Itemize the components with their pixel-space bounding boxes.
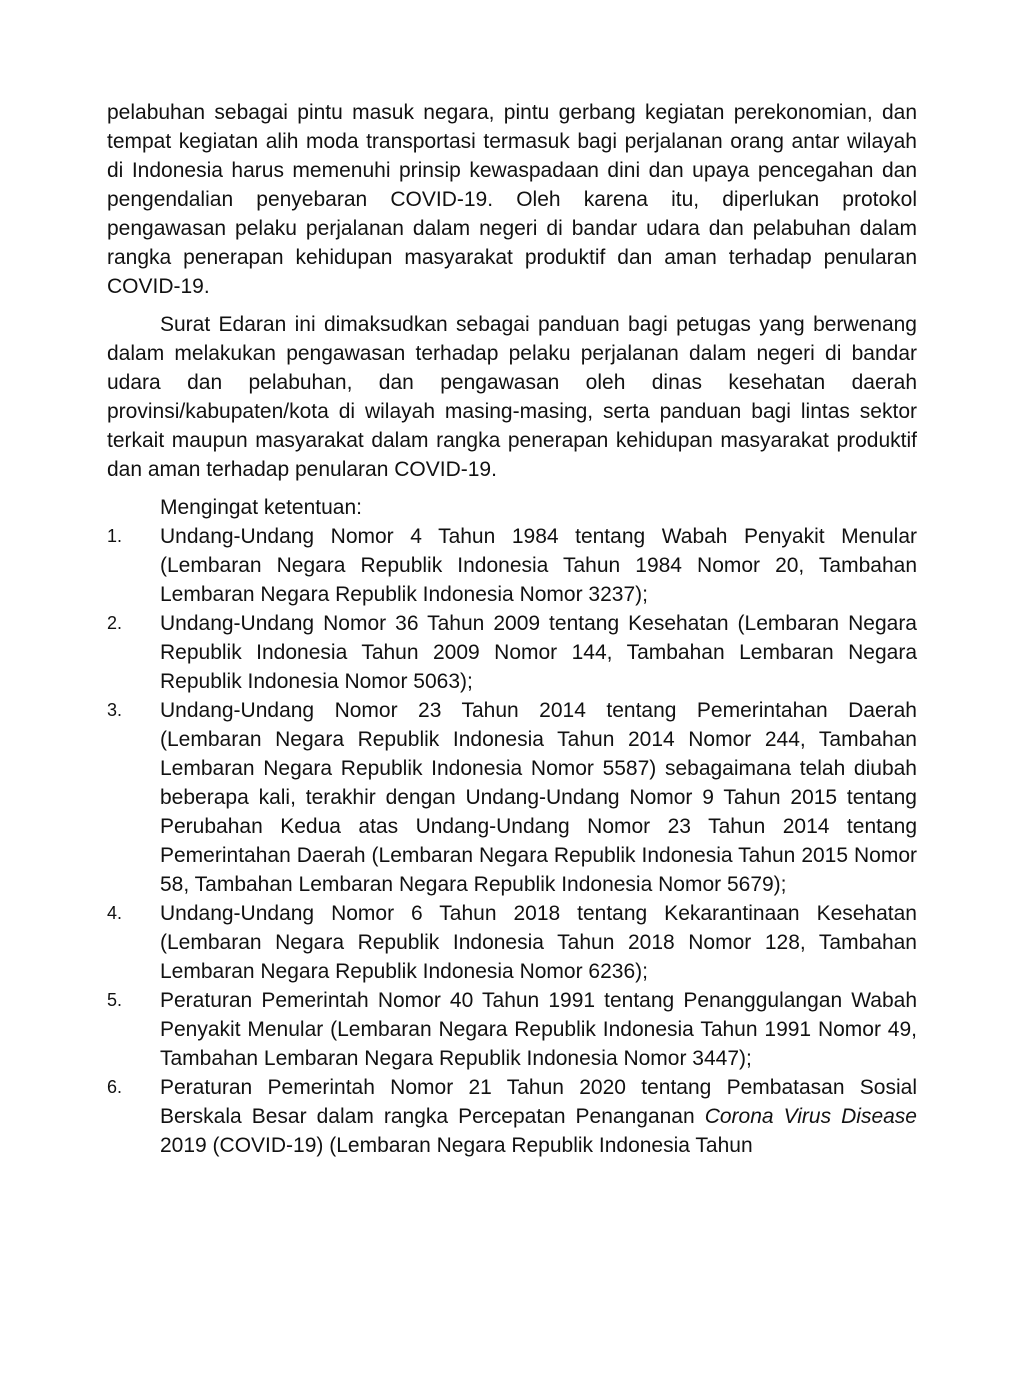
list-item-text: Undang-Undang Nomor 36 Tahun 2009 tentang Kesehatan (Lembaran Negara Republik Indonesia Tahun 2009 Nomor 144, Tambahan Lembaran Negara Republik Indonesia Nomor 5063); [160, 612, 917, 693]
list-item-text [160, 1076, 917, 1157]
list-item-text: Undang-Undang Nomor 4 Tahun 1984 tentang Wabah Penyakit Menular (Lembaran Negara Republik Indonesia Tahun 1984 Nomor 20, Tambahan Lembaran Negara Republik Indonesia Nomor 3237); [160, 525, 917, 606]
paragraph-continuation: pelabuhan sebagai pintu masuk negara, pintu gerbang kegiatan perekonomian, dan tempat kegiatan alih moda transportasi termasuk bagi perjalanan orang antar wilayah di Indonesia harus memenuhi prinsip kewaspadaan dini dan upaya pencegahan dan pengendalian penyebaran COVID-19. Oleh karena itu, diperlukan protokol pengawasan pelaku perjalanan dalam negeri di bandar udara dan pelabuhan dalam rangka penerapan kehidupan masyarakat produktif dan aman terhadap penularan COVID-19. [107, 101, 917, 298]
list-item-text-before: Peraturan Pemerintah Nomor 21 Tahun 2020 tentang Pembatasan Sosial Berskala Besar dalam rangka Percepatan Penanganan [160, 1076, 917, 1128]
list-item [107, 696, 917, 899]
paragraph-purpose: Surat Edaran ini dimaksudkan sebagai panduan bagi petugas yang berwenang dalam melakukan pengawasan terhadap pelaku perjalanan dalam negeri di bandar udara dan pelabuhan, dan pengawasan oleh dinas kesehatan daerah provinsi/kabupaten/kota di wilayah masing-masing, serta panduan bagi lintas sektor terkait maupun masyarakat dalam rangka penerapan kehidupan masyarakat produktif dan aman terhadap penularan COVID-19. [107, 313, 917, 481]
list-item-number: 4. [107, 903, 123, 923]
list-item [107, 522, 917, 609]
list-item-text-after: 2019 (COVID-19) (Lembaran Negara Republik Indonesia Tahun [160, 1134, 753, 1157]
list-item-text: Peraturan Pemerintah Nomor 40 Tahun 1991 tentang Penanggulangan Wabah Penyakit Menular (Lembaran Negara Republik Indonesia Tahun 1991 Nomor 49, Tambahan Lembaran Negara Republik Indonesia Nomor 3447); [160, 989, 917, 1070]
legal-basis-list [107, 522, 917, 1160]
document-body [107, 98, 917, 1160]
list-item [107, 609, 917, 696]
list-item-number: 1. [107, 526, 123, 546]
list-intro: Mengingat ketentuan: [160, 496, 362, 519]
list-item-number: 6. [107, 1077, 123, 1097]
list-item-number: 3. [107, 700, 123, 720]
list-item-text-italic: Corona Virus Disease [704, 1105, 917, 1128]
list-item-text: Undang-Undang Nomor 23 Tahun 2014 tentang Pemerintahan Daerah (Lembaran Negara Republik Indonesia Tahun 2014 Nomor 244, Tambahan Lembaran Negara Republik Indonesia Nomor 5587) sebagaimana telah diubah beberapa kali, terakhir dengan Undang-Undang Nomor 9 Tahun 2015 tentang Perubahan Kedua atas Undang-Undang Nomor 23 Tahun 2014 tentang Pemerintahan Daerah (Lembaran Negara Republik Indonesia Tahun 2015 Nomor 58, Tambahan Lembaran Negara Republik Indonesia Nomor 5679); [160, 699, 917, 896]
list-item-number: 5. [107, 990, 123, 1010]
list-item-text: Undang-Undang Nomor 6 Tahun 2018 tentang Kekarantinaan Kesehatan (Lembaran Negara Republik Indonesia Tahun 2018 Nomor 128, Tambahan Lembaran Negara Republik Indonesia Nomor 6236); [160, 902, 917, 983]
list-item [107, 899, 917, 986]
list-item [107, 1073, 917, 1160]
list-item [107, 986, 917, 1073]
list-item-number: 2. [107, 613, 123, 633]
